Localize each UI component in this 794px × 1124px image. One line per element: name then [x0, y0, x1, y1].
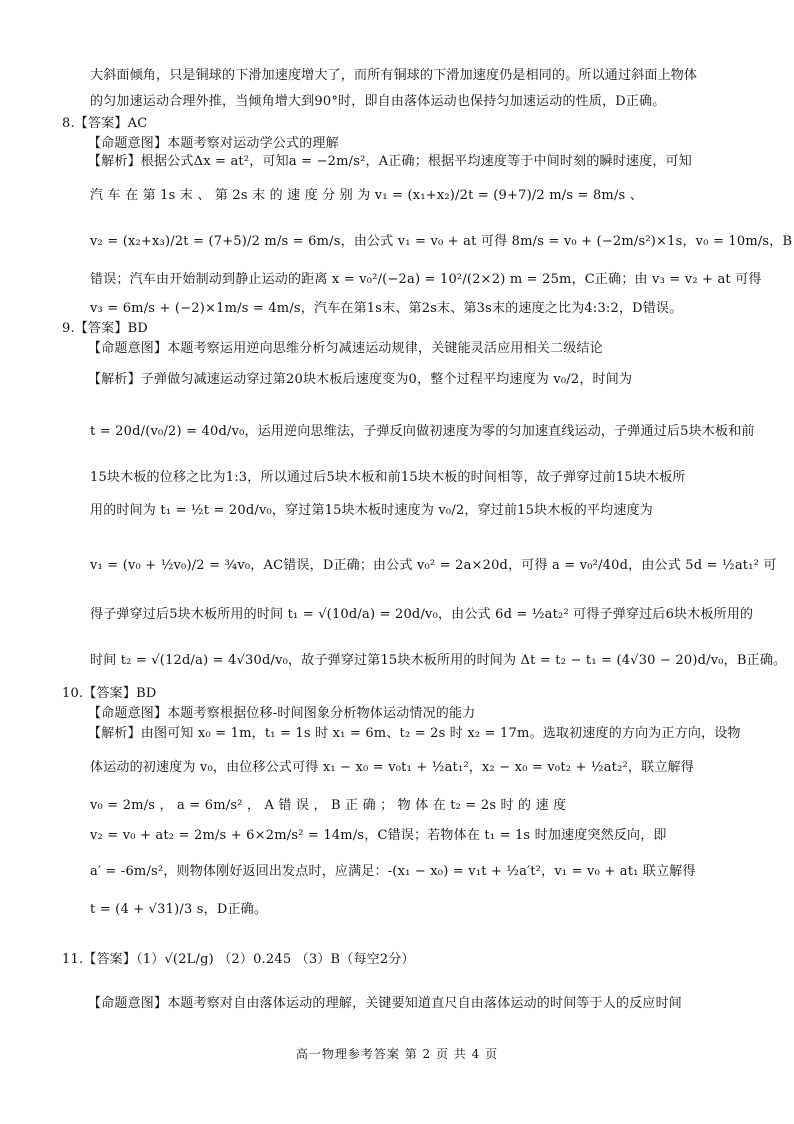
text-line: 大斜面倾角，只是铜球的下滑加速度增大了，而所有铜球的下滑加速度仍是相同的。所以通过斜面上物体 — [90, 68, 698, 83]
text-line: t = 20d/(v₀/2) = 40d/v₀，运用逆向思维法，子弹反向做初速度为零的匀加速直线运动，子弹通过后5块木板和前 — [90, 424, 755, 439]
question-answer: 9.【答案】BD — [62, 321, 148, 336]
text-line: 时间 t₂ = √(12d/a) = 4√30d/v₀，故子弹穿过第15块木板所用的时间为 Δt = t₂ − t₁ = (4√30 − 20)d/v₀，B正确。 — [90, 653, 787, 668]
text-line: v₀ = 2m/s ， a = 6m/s² ， A 错 误 ， B 正 确 ； 物 体 在 t₂ = 2s 时 的 速 度 — [90, 798, 567, 813]
analysis-line: 【解析】根据公式Δx = at²，可知a = −2m/s²，A正确；根据平均速度等于中间时刻的瞬时速度，可知 — [88, 154, 692, 169]
text-line: v₂ = v₀ + at₂ = 2m/s + 6×2m/s² = 14m/s，C错误；若物体在 t₁ = 1s 时加速度突然反向，即 — [90, 828, 667, 843]
intent-line: 【命题意图】本题考察根据位移-时间图象分析物体运动情况的能力 — [88, 706, 476, 721]
intent-line: 【命题意图】本题考察运用逆向思维分析匀减速运动规律，关键能灵活应用相关二级结论 — [88, 341, 603, 356]
question-answer: 11.【答案】（1）√(2L/g) （2）0.245 （3）B（每空2分） — [62, 952, 415, 967]
text-line: v₃ = 6m/s + (−2)×1m/s = 4m/s，汽车在第1s末、第2s末、第3s末的速度之比为4:3:2，D错误。 — [90, 301, 683, 316]
text-line: 得子弹穿过后5块木板所用的时间 t₁ = √(10d/a) = 20d/v₀，由公式 6d = ½at₂² 可得子弹穿过后6块木板所用的 — [90, 607, 754, 622]
intent-line: 【命题意图】本题考察对自由落体运动的理解，关键要知道直尺自由落体运动的时间等于人的反应时间 — [88, 996, 683, 1011]
question-answer: 10.【答案】BD — [62, 686, 157, 701]
intent-line: 【命题意图】本题考察对运动学公式的理解 — [88, 136, 339, 151]
text-line: 体运动的初速度为 v₀，由位移公式可得 x₁ − x₀ = v₀t₁ + ½at₁²，x₂ − x₀ = v₀t₂ + ½at₂²，联立解得 — [90, 760, 694, 775]
analysis-line: 【解析】子弹做匀减速运动穿过第20块木板后速度变为0，整个过程平均速度为 v₀/2，时间为 — [88, 372, 633, 387]
text-line: 用的时间为 t₁ = ½t = 20d/v₀，穿过第15块木板时速度为 v₀/2，穿过前15块木板的平均速度为 — [90, 503, 653, 518]
text-line: v₂ = (x₂+x₃)/2t = (7+5)/2 m/s = 6m/s，由公式 v₁ = v₀ + at 可得 8m/s = v₀ + (−2m/s²)×1s，v₀ = 10m/s，B — [90, 234, 793, 249]
text-line: 15块木板的位移之比为1:3，所以通过后5块木板和前15块木板的时间相等，故子弹穿过前15块木板所 — [90, 470, 686, 485]
text-line: 汽 车 在 第 1s 末 、 第 2s 末 的 速 度 分 别 为 v₁ = (x₁+x₂)/2t = (9+7)/2 m/s = 8m/s 、 — [90, 188, 643, 203]
analysis-line: 【解析】由图可知 x₀ = 1m，t₁ = 1s 时 x₁ = 6m、t₂ = 2s 时 x₂ = 17m。选取初速度的方向为正方向，设物 — [88, 726, 741, 741]
text-line: t = (4 + √31)/3 s，D正确。 — [90, 902, 268, 917]
page-footer: 高一物理参考答案 第 2 页 共 4 页 — [295, 1047, 499, 1061]
text-line: 错误；汽车由开始制动到静止运动的距离 x = v₀²/(−2a) = 10²/(2×2) m = 25m，C正确；由 v₃ = v₂ + at 可得 — [90, 272, 762, 287]
question-answer: 8.【答案】AC — [62, 116, 148, 131]
text-line: 的匀加速运动合理外推，当倾角增大到90°时，即自由落体运动也保持匀加速运动的性质，D正确。 — [90, 94, 666, 109]
text-line: a′ = -6m/s²，则物体刚好返回出发点时，应满足：-(x₁ − x₀) = v₁t + ½a′t²，v₁ = v₀ + at₁ 联立解得 — [90, 864, 696, 879]
text-line: v₁ = (v₀ + ½v₀)/2 = ¾v₀，AC错误，D正确；由公式 v₀² = 2a×20d，可得 a = v₀²/40d，由公式 5d = ½at₁² 可 — [90, 558, 777, 573]
